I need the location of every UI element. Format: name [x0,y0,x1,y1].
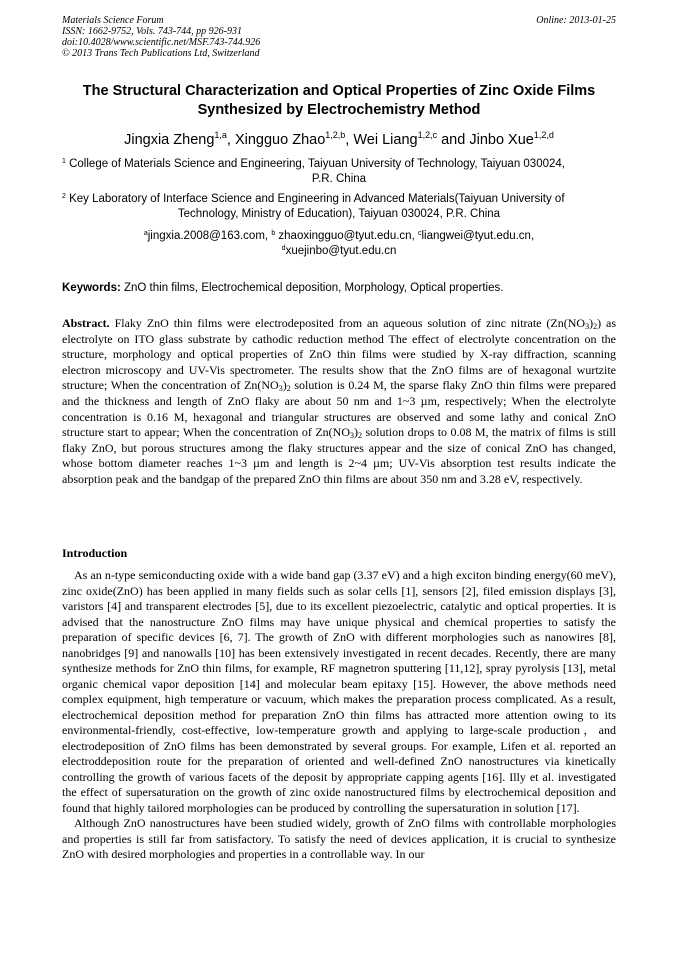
author-name: Jingxia Zheng [124,132,215,148]
subscript: 2 [286,384,291,394]
email-address: xuejinbo@tyut.edu.cn [285,245,397,257]
author-separator: , [226,132,235,148]
abstract-label: Abstract. [62,316,110,330]
affiliation-text: Key Laboratory of Interface Science and Engineering in Advanced Materials(Taiyuan University of [69,193,565,205]
introduction-body [62,568,616,863]
doi-line: doi:10.4028/www.scientific.net/MSF.743-744.926 [62,37,261,48]
author-separator: , [345,132,354,148]
subscript: 3 [349,431,354,441]
author-affiliation-mark: 1,a [214,130,227,140]
keywords-label: Keywords: [62,282,121,294]
email-address: jingxia.2008@163.com, [147,230,272,242]
abstract-text: solution is 0.24 M, the sparse flaky ZnO thin films were prepared and the thickness and length of ZnO flaky are about 50 nm and 1~3 µm, respectively; When the electrolyte concentration is 0.16 M, hexagonal and triangular structures are observed and some lathy and conical ZnO structure start to appear; When the concentration of Zn(NO [62,378,616,440]
abstract [62,316,616,488]
abstract-text: ) as electrolyte on ITO glass substrate by cathodic reduction method The effect of electrolyte concentration on the structure, morphology and optical properties of ZnO thin films were studied by X-ray diffraction, scanning electron microscopy and UV-Vis spectrometer. The results show that the ZnO films are of hexagonal wurtzite structure; When the concentration of Zn(NO [62,316,617,393]
affiliation-text: College of Materials Science and Engineering, Taiyuan University of Technology, Taiyuan 030024, [69,158,565,170]
affiliation-text: Technology, Ministry of Education), Taiyuan 030024, P.R. China [177,208,501,220]
paper-title: The Structural Characterization and Optical Properties of Zinc Oxide Films Synthesized by Electrochemistry Method [82,83,596,118]
author-name: Jinbo Xue [469,132,534,148]
email-mark: d [281,245,286,252]
issn-line: ISSN: 1662-9752, Vols. 743-744, pp 926-931 [62,26,242,37]
abstract-text: Flaky ZnO thin films were electrodeposited from an aqueous solution of zinc nitrate (Zn(NO [109,316,586,330]
email-mark: a [143,230,148,237]
abstract-text: ) [353,425,358,440]
author-name: Xingguo Zhao [234,132,326,148]
affiliation-number: 1 [62,158,66,165]
email-mark: b [271,230,276,237]
body-paragraph: Although ZnO nanostructures have been studied widely, growth of ZnO films with controllable morphologies and properties is still far from satisfactory. To satisfy the need of devices application, it is crucial to synthesize ZnO with desired morphologies and properties in a controllable way. In our [62,816,616,861]
email-address: liangwei@tyut.edu.cn, [421,230,535,242]
keywords-text: ZnO thin films, Electrochemical deposition, Morphology, Optical properties. [120,282,504,294]
online-date: Online: 2013-01-25 [536,15,616,26]
author-affiliation-mark: 1,2,b [325,130,346,140]
subscript: 2 [357,431,362,441]
email-address: zhaoxingguo@tyut.edu.cn, [275,230,418,242]
author-list [62,131,616,149]
author-emails [62,229,616,259]
running-header [62,15,616,59]
subscript: 3 [278,384,283,394]
abstract-text: ) [282,378,287,393]
author-name: Wei Liang [353,132,418,148]
subscript: 2 [593,322,598,331]
affiliation-number: 2 [62,193,66,200]
affiliation-2 [62,192,616,222]
affiliation-text: P.R. China [311,173,367,185]
subscript: 3 [585,322,590,331]
keywords [62,281,616,296]
abstract-text: solution drops to 0.08 M, the matrix of films is still flaky ZnO, but porous structures among the flaky structures appear and the size of conical ZnO has changed, whose bottom diameter reaches 1~3 µm and length is 2~4 µm; UV-Vis absorption test results indicate the absorption peak and the bandgap of the prepared ZnO thin films are about 350 nm and 3.28 eV, respectively. [62,425,616,486]
copyright-line: © 2013 Trans Tech Publications Ltd, Switzerland [62,48,260,59]
author-separator: and [437,132,470,148]
author-affiliation-mark: 1,2,c [417,130,438,140]
abstract-text: ) [589,316,594,330]
email-mark: c [417,230,422,237]
journal-name: Materials Science Forum [62,15,164,26]
affiliation-1 [62,157,616,187]
section-heading: Introduction [62,546,128,560]
body-paragraph: As an n-type semiconducting oxide with a wide band gap (3.37 eV) and a high exciton binding energy(60 meV), zinc oxide(ZnO) has been applied in many fields such as solar cells [1], sensors [2], filed emission displays [3], varistors [4] and transparent electrodes [5], due to its excellent piezoelectric, catalytic and optical properties. It is advised that the nanostructure ZnO films may have unique physical and chemical properties to satisfy the preparation of specific devices [6, 7]. The growth of ZnO with different morphologies such as nanowires [8], nanobridges [9] and nanowalls [10] has been extensively investigated in recent decades. Recently, there are many synthesize methods for ZnO thin films, for example, RF magnetron sputtering [11,12], spray pyrolysis [13], metal organic chemical vapor deposition [14] and molecular beam epitaxy [15]. However, the above methods need complex equipment, high temperature or vacuum, which makes the preparation process complicated. As a result, electrochemical deposition method for preparation ZnO thin films has attracted more attention owing to its environmental-friendly, cost-effective, low-temperature growth and applying to large-scale production，and electrodeposition of ZnO films has been demonstrated by several groups. For example, Lifen et al. reported an electroddeposition route for the preparation of oriented and well-defined ZnO nanostructures via kinetically controlling the growth of various facets of the deposit by appropriate capping agents [16]. Illy et al. investigated the effect of supersaturation on the growth of zinc oxide nanostructured films by electrochemical deposition and found that highly tailored morphologies can be produced by controlling the supersaturation in solution [17]. [62,568,616,815]
author-affiliation-mark: 1,2,d [533,130,554,140]
